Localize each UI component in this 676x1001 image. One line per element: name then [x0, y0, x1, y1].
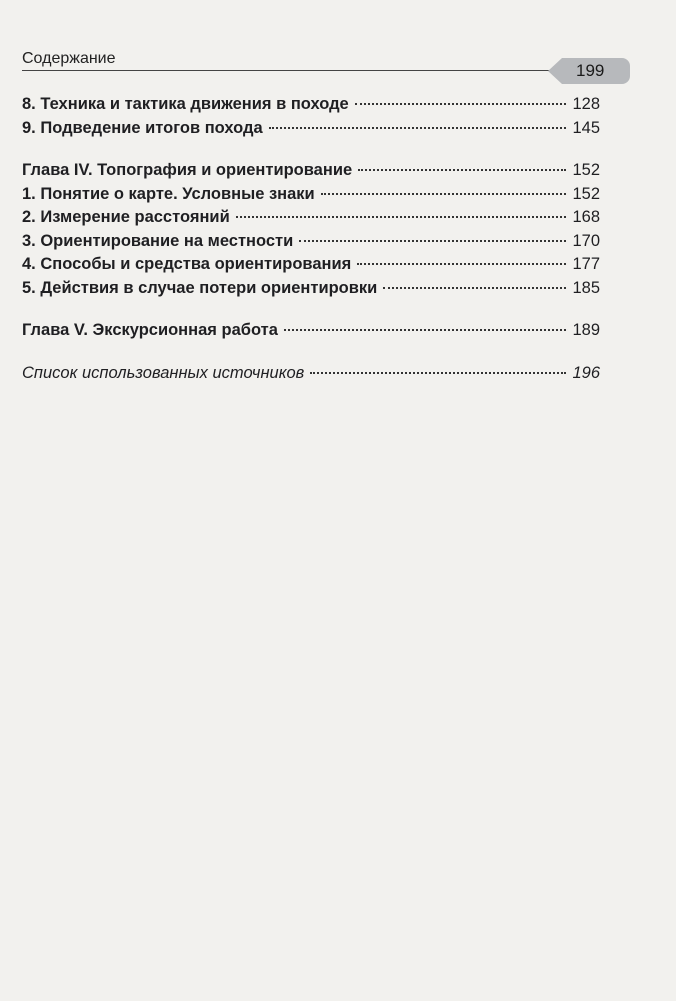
dot-leader: [284, 328, 567, 331]
toc-chapter-4[interactable]: [22, 161, 600, 185]
toc-entry[interactable]: [22, 119, 600, 143]
running-header: [22, 50, 605, 80]
page-number-tab: [562, 58, 630, 84]
toc-entry-title: 2. Измерение расстояний: [22, 208, 230, 226]
toc-entry[interactable]: [22, 95, 600, 119]
table-of-contents: [22, 95, 600, 387]
dot-leader: [299, 239, 566, 242]
toc-chapter-page: 189: [572, 321, 600, 339]
toc-entry[interactable]: [22, 185, 600, 209]
toc-chapter-5[interactable]: [22, 321, 600, 345]
dot-leader: [383, 286, 566, 289]
dot-leader: [269, 126, 567, 129]
dot-leader: [236, 215, 567, 218]
toc-chapter-page: 152: [572, 161, 600, 179]
toc-entry-title: 8. Техника и тактика движения в походе: [22, 95, 349, 113]
toc-sources-page: 196: [572, 363, 600, 382]
running-header-section: Содержание: [22, 50, 116, 67]
toc-entry-page: 168: [572, 208, 600, 226]
toc-sources[interactable]: [22, 364, 600, 388]
toc-entry-page: 177: [572, 255, 600, 273]
spacer: [22, 142, 600, 161]
header-rule: [22, 70, 562, 71]
toc-sources-title: Список использованных источников: [22, 363, 305, 382]
toc-entry-title: 3. Ориентирование на местности: [22, 231, 294, 250]
toc-chapter-title: Глава V. Экскурсионная работа: [22, 321, 278, 339]
toc-entry-page: 145: [572, 118, 600, 137]
toc-entry[interactable]: [22, 255, 600, 279]
dot-leader: [321, 192, 567, 195]
toc-entry[interactable]: [22, 232, 600, 256]
spacer: [22, 345, 600, 364]
toc-entry-title: 5. Действия в случае потери ориентировки: [22, 278, 378, 297]
toc-entry-page: 170: [572, 231, 600, 250]
page-number: 199: [576, 61, 605, 80]
toc-entry[interactable]: [22, 208, 600, 232]
dot-leader: [358, 168, 566, 171]
toc-entry-title: 4. Способы и средства ориентирования: [22, 255, 352, 273]
toc-entry-title: 1. Понятие о карте. Условные знаки: [22, 184, 315, 203]
dot-leader: [355, 102, 567, 105]
spacer: [22, 302, 600, 321]
dot-leader: [357, 262, 566, 265]
toc-entry-page: 128: [572, 95, 600, 113]
toc-entry-page: 185: [572, 278, 600, 297]
toc-chapter-title: Глава IV. Топография и ориентирование: [22, 161, 353, 179]
toc-entry-page: 152: [572, 184, 600, 203]
toc-entry[interactable]: [22, 279, 600, 303]
dot-leader: [310, 371, 566, 374]
toc-entry-title: 9. Подведение итогов похода: [22, 118, 263, 137]
